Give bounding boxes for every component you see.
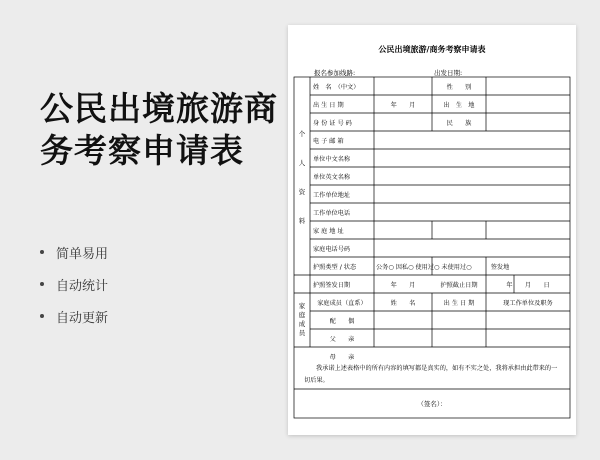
issue-place-label: 签发地 [490, 263, 510, 271]
expiry-date-label: 护照截止日期 [440, 281, 478, 289]
unit-phone-label: 工作单位电话 [313, 209, 351, 217]
departure-date-label: 出发日期: [434, 69, 463, 77]
feature-item: 自动更新 [40, 300, 108, 332]
expiry-date-unit: 年 月 日 [506, 281, 550, 289]
bullet-icon [40, 314, 44, 318]
issue-date-label: 护照签发日期 [313, 281, 351, 289]
family-header-job: 现工作单位及职务 [503, 299, 553, 307]
side-label-family: 家 庭 成 员 [298, 302, 306, 337]
signature-label: （签名）： [417, 400, 447, 408]
birthdate-unit: 年 月 [390, 101, 416, 109]
feature-item: 自动统计 [40, 268, 108, 300]
bullet-icon [40, 282, 44, 286]
id-number-label: 身 份 证 号 码 [313, 119, 352, 127]
family-row-father: 父 亲 [329, 335, 355, 343]
form-title: 公民出境旅游/商务考察申请表 [378, 45, 486, 54]
home-phone-label: 家庭电话号码 [313, 245, 351, 253]
declaration-text: 我承诺上述表格中的所有内容的填写都是真实的，如有不实之处，我将承担由此带来的一切后果。 [304, 365, 558, 384]
ethnicity-label: 民 族 [446, 119, 472, 127]
birthplace-label: 出 生 地 [443, 101, 475, 109]
feature-item: 简单易用 [40, 236, 108, 268]
side-label-personal: 个 人 资 料 [298, 130, 306, 225]
name-label: 姓 名 （中文） [313, 83, 360, 91]
form-preview [288, 25, 576, 435]
page-title: 公民出境旅游商务考察申请表 [40, 89, 278, 170]
passport-type-label: 护照类型 / 状态 [313, 263, 357, 271]
family-header-birthdate: 出 生 日 期 [443, 299, 475, 307]
feature-list [40, 236, 108, 332]
issue-date-unit: 年 月 [390, 281, 416, 289]
family-header-name: 姓 名 [390, 299, 416, 307]
unit-en-name-label: 单位英文名称 [313, 173, 351, 181]
bullet-icon [40, 250, 44, 254]
unit-address-label: 工作单位地址 [313, 191, 351, 199]
family-row-spouse: 配 偶 [329, 317, 355, 325]
unit-cn-name-label: 单位中文名称 [313, 155, 351, 163]
route-label: 报名参加线路: [314, 69, 356, 77]
family-row-mother: 母 亲 [329, 353, 355, 361]
family-header-relation: 家庭成员（直系） [317, 299, 367, 307]
gender-label: 性 别 [446, 83, 472, 91]
home-address-label: 家 庭 地 址 [313, 227, 344, 235]
passport-options: 公务○ 因私○ 使用过○ 未使用过○ [376, 263, 472, 271]
birthdate-label: 出 生 日 期 [313, 101, 344, 109]
email-label: 电 子 邮 箱 [313, 137, 344, 145]
